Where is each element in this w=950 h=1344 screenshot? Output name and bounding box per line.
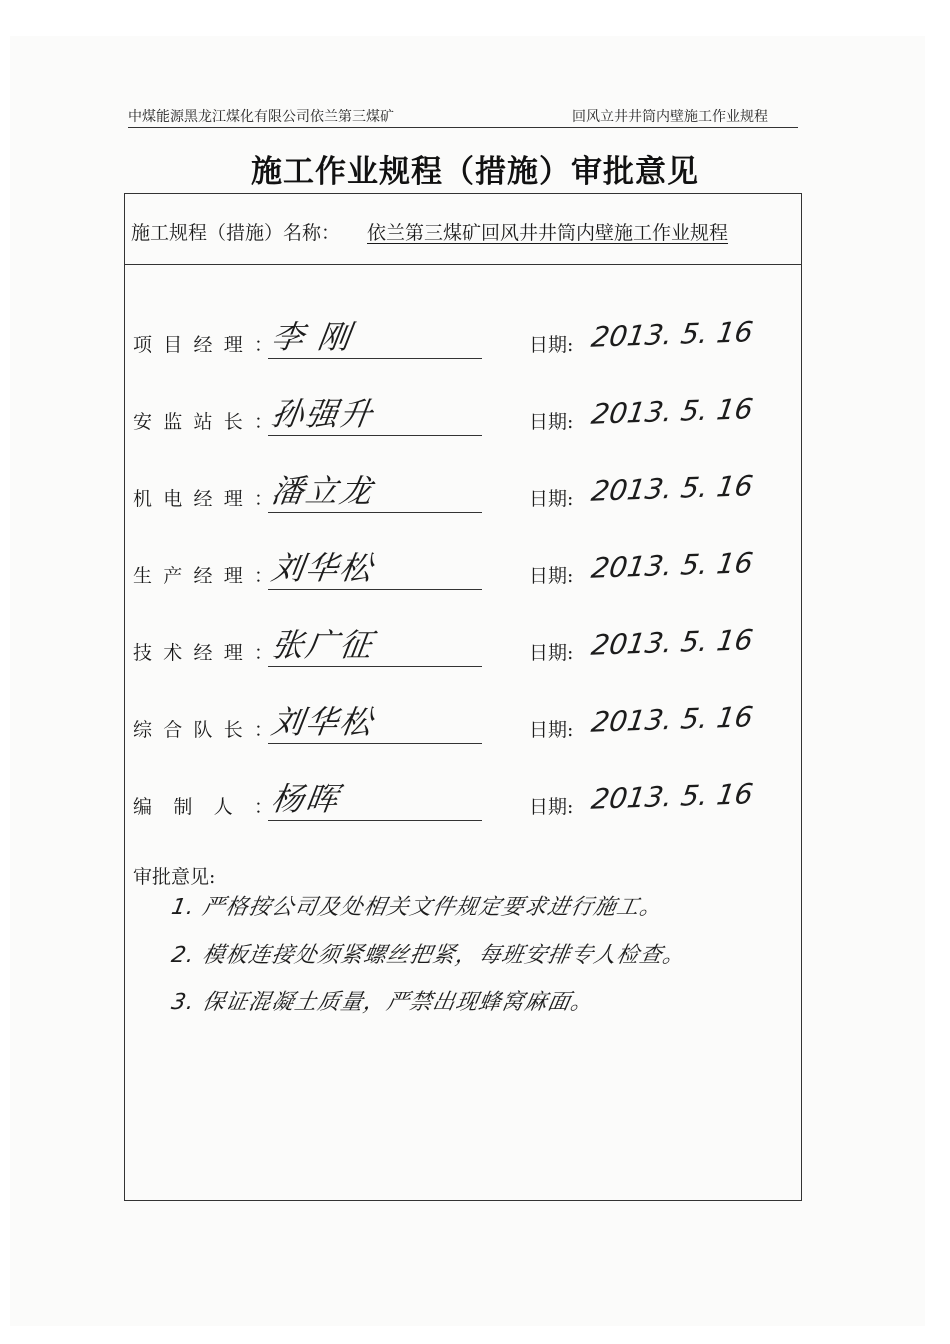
role-char: 综 [133, 719, 153, 741]
role-char: ： [253, 565, 273, 587]
role-char: ： [253, 411, 273, 433]
role-label [133, 330, 273, 357]
role-char: 机 [133, 488, 153, 510]
opinion-item: 2. 模板连接处须紧螺丝把紧，每班安排专人检查。 [169, 943, 688, 968]
opinion-label: 审批意见: [133, 866, 216, 888]
signature-row [0, 315, 950, 378]
role-char: 人 [213, 796, 233, 818]
handwritten-signature: 潘立龙 [269, 472, 377, 510]
handwritten-signature: 杨晖 [269, 780, 343, 818]
role-char: ： [253, 719, 273, 741]
signature-line [268, 820, 482, 821]
date-label: 日期: [529, 642, 574, 664]
role-label [133, 638, 273, 665]
role-char: ： [253, 796, 273, 818]
date-label: 日期: [529, 796, 574, 818]
role-char: 产 [163, 565, 183, 587]
handwritten-signature: 李 刚 [269, 318, 355, 356]
handwritten-date: 2013. 5. 16 [589, 700, 756, 739]
role-label [133, 715, 273, 742]
role-char: 技 [133, 642, 153, 664]
role-char: 长 [223, 411, 243, 433]
signature-line [268, 666, 482, 667]
signature-line [268, 589, 482, 590]
page-title: 施工作业规程（措施）审批意见 [251, 154, 699, 190]
signature-line [268, 512, 482, 513]
role-char: ： [253, 334, 273, 356]
role-char: 站 [193, 411, 213, 433]
header-document-title: 回风立井井筒内壁施工作业规程 [572, 109, 768, 125]
role-char: 电 [163, 488, 183, 510]
signature-row [0, 777, 950, 840]
date-label: 日期: [529, 488, 574, 510]
role-char: 理 [223, 642, 243, 664]
role-char: 监 [163, 411, 183, 433]
role-char: 经 [193, 488, 213, 510]
role-char: 项 [133, 334, 153, 356]
procedure-name-label: 施工规程（措施）名称： [131, 222, 341, 244]
role-char: 理 [223, 565, 243, 587]
opinion-item: 1. 严格按公司及处相关文件规定要求进行施工。 [169, 895, 665, 920]
date-label: 日期: [529, 565, 574, 587]
header-company: 中煤能源黑龙江煤化有限公司依兰第三煤矿 [128, 109, 394, 125]
signature-line [268, 435, 482, 436]
role-label [133, 484, 273, 511]
role-char: 术 [163, 642, 183, 664]
role-char: 制 [173, 796, 193, 818]
role-char: 长 [223, 719, 243, 741]
handwritten-date: 2013. 5. 16 [589, 392, 756, 431]
role-label [133, 561, 273, 588]
signature-row [0, 623, 950, 686]
signature-row [0, 700, 950, 763]
signature-line [268, 358, 482, 359]
role-char: 生 [133, 565, 153, 587]
role-label [133, 407, 273, 434]
procedure-name-value: 依兰第三煤矿回风井井筒内壁施工作业规程 [367, 222, 729, 244]
header-rule [128, 127, 798, 128]
role-char: ： [253, 488, 273, 510]
role-char: 理 [223, 488, 243, 510]
role-char: 队 [193, 719, 213, 741]
signature-row [0, 392, 950, 455]
handwritten-signature: 刘华松 [269, 703, 377, 741]
role-char: 经 [193, 642, 213, 664]
role-char: ： [253, 642, 273, 664]
role-char: 合 [163, 719, 183, 741]
handwritten-date: 2013. 5. 16 [589, 623, 756, 662]
role-char: 安 [133, 411, 153, 433]
signature-row [0, 546, 950, 609]
date-label: 日期: [529, 334, 574, 356]
handwritten-signature: 张广征 [269, 626, 377, 664]
signature-line [268, 743, 482, 744]
handwritten-signature: 刘华松 [269, 549, 377, 587]
role-char: 理 [223, 334, 243, 356]
role-char: 编 [133, 796, 153, 818]
signature-row [0, 469, 950, 532]
role-char: 目 [163, 334, 183, 356]
opinion-item: 3. 保证混凝土质量，严禁出现蜂窝麻面。 [169, 990, 596, 1015]
date-label: 日期: [529, 719, 574, 741]
date-label: 日期: [529, 411, 574, 433]
role-char: 经 [193, 334, 213, 356]
role-char: 经 [193, 565, 213, 587]
handwritten-date: 2013. 5. 16 [589, 546, 756, 585]
handwritten-date: 2013. 5. 16 [589, 777, 756, 816]
handwritten-date: 2013. 5. 16 [589, 469, 756, 508]
role-label [133, 792, 273, 819]
handwritten-signature: 孙强升 [269, 395, 377, 433]
handwritten-date: 2013. 5. 16 [589, 315, 756, 354]
